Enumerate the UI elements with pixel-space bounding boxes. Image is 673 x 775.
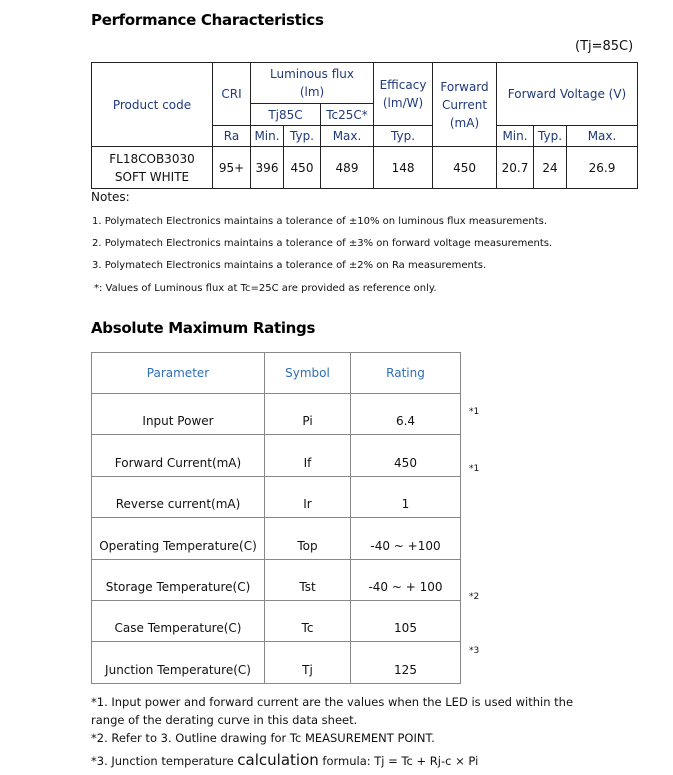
header-ra: Ra (213, 126, 251, 147)
cell-parameter: Reverse current(mA) (92, 476, 265, 517)
footnote-mark: *3 (469, 646, 480, 656)
cell-symbol: Pi (265, 394, 351, 435)
note-item: 2. Polymatech Electronics maintains a tolerance of ±3% on forward voltage measurements. (92, 238, 553, 249)
header-cri: CRI (213, 63, 251, 126)
cell-v-max: 26.9 (567, 147, 638, 189)
header-tj85c: Tj85C (251, 104, 321, 126)
amr-title: Absolute Maximum Ratings (91, 319, 316, 337)
cell-current: 450 (433, 147, 497, 189)
cell-rating: -40 ~ + 100 (351, 559, 461, 600)
cell-v-typ: 24 (534, 147, 567, 189)
cell-symbol: If (265, 435, 351, 476)
header-v-typ: Typ. (534, 126, 567, 147)
header-forward-current: Forward Current (mA) (433, 63, 497, 147)
header-flux-min: Min. (251, 126, 284, 147)
cell-ra: 95+ (213, 147, 251, 189)
cell-parameter: Input Power (92, 394, 265, 435)
footnote-mark: *1 (469, 407, 480, 417)
condition-label: (Tj=85C) (575, 39, 634, 54)
cell-flux-min: 396 (251, 147, 284, 189)
cell-parameter: Operating Temperature(C) (92, 518, 265, 559)
cell-symbol: Ir (265, 476, 351, 517)
performance-table (91, 62, 638, 189)
header-flux-max: Max. (321, 126, 374, 147)
cell-rating: -40 ~ +100 (351, 518, 461, 559)
footnote-1: *1. Input power and forward current are the values when the LED is used within the (91, 695, 574, 709)
table-row (92, 476, 461, 517)
footnote-3: *3. Junction temperature calculation formula: Tj = Tc + Rj-c × Pi (91, 751, 479, 769)
cell-parameter: Junction Temperature(C) (92, 642, 265, 683)
cell-v-min: 20.7 (497, 147, 534, 189)
note-item: 1. Polymatech Electronics maintains a tolerance of ±10% on luminous flux measurements. (92, 216, 548, 227)
cell-symbol: Tc (265, 600, 351, 641)
header-rating: Rating (351, 353, 461, 394)
ratings-table (91, 352, 461, 684)
header-product-code: Product code (92, 63, 213, 147)
table-row (92, 642, 461, 683)
table-row (92, 600, 461, 641)
cell-parameter: Forward Current(mA) (92, 435, 265, 476)
cell-symbol: Tj (265, 642, 351, 683)
header-v-max: Max. (567, 126, 638, 147)
cell-rating: 105 (351, 600, 461, 641)
header-flux-typ: Typ. (284, 126, 321, 147)
cell-rating: 125 (351, 642, 461, 683)
table-row (92, 435, 461, 476)
note-item: 3. Polymatech Electronics maintains a tolerance of ±2% on Ra measurements. (92, 260, 487, 271)
notes-label: Notes: (91, 190, 130, 204)
table-row (92, 394, 461, 435)
header-luminous-flux: Luminous flux (lm) (251, 63, 374, 104)
header-v-min: Min. (497, 126, 534, 147)
cell-symbol: Top (265, 518, 351, 559)
header-efficacy: Efficacy (lm/W) (374, 63, 433, 126)
header-forward-voltage: Forward Voltage (V) (497, 63, 638, 126)
footnote-mark: *1 (469, 464, 480, 474)
footnote-2: *2. Refer to 3. Outline drawing for Tc MEASUREMENT POINT. (91, 731, 435, 745)
performance-title: Performance Characteristics (91, 11, 324, 29)
product-code: FL18COB3030 SOFT WHITE (92, 147, 213, 189)
table-row (92, 559, 461, 600)
note-item: *: Values of Luminous flux at Tc=25C are provided as reference only. (94, 283, 437, 294)
cell-symbol: Tst (265, 559, 351, 600)
footnote-mark: *2 (469, 592, 480, 602)
cell-parameter: Storage Temperature(C) (92, 559, 265, 600)
table-row (92, 518, 461, 559)
header-efficacy-typ: Typ. (374, 126, 433, 147)
cell-flux-max: 489 (321, 147, 374, 189)
header-symbol: Symbol (265, 353, 351, 394)
header-tc25c: Tc25C* (321, 104, 374, 126)
header-parameter: Parameter (92, 353, 265, 394)
cell-parameter: Case Temperature(C) (92, 600, 265, 641)
footnote-1-cont: range of the derating curve in this data sheet. (91, 713, 358, 727)
cell-flux-typ: 450 (284, 147, 321, 189)
cell-efficacy: 148 (374, 147, 433, 189)
table-row (92, 147, 638, 189)
cell-rating: 6.4 (351, 394, 461, 435)
cell-rating: 450 (351, 435, 461, 476)
cell-rating: 1 (351, 476, 461, 517)
